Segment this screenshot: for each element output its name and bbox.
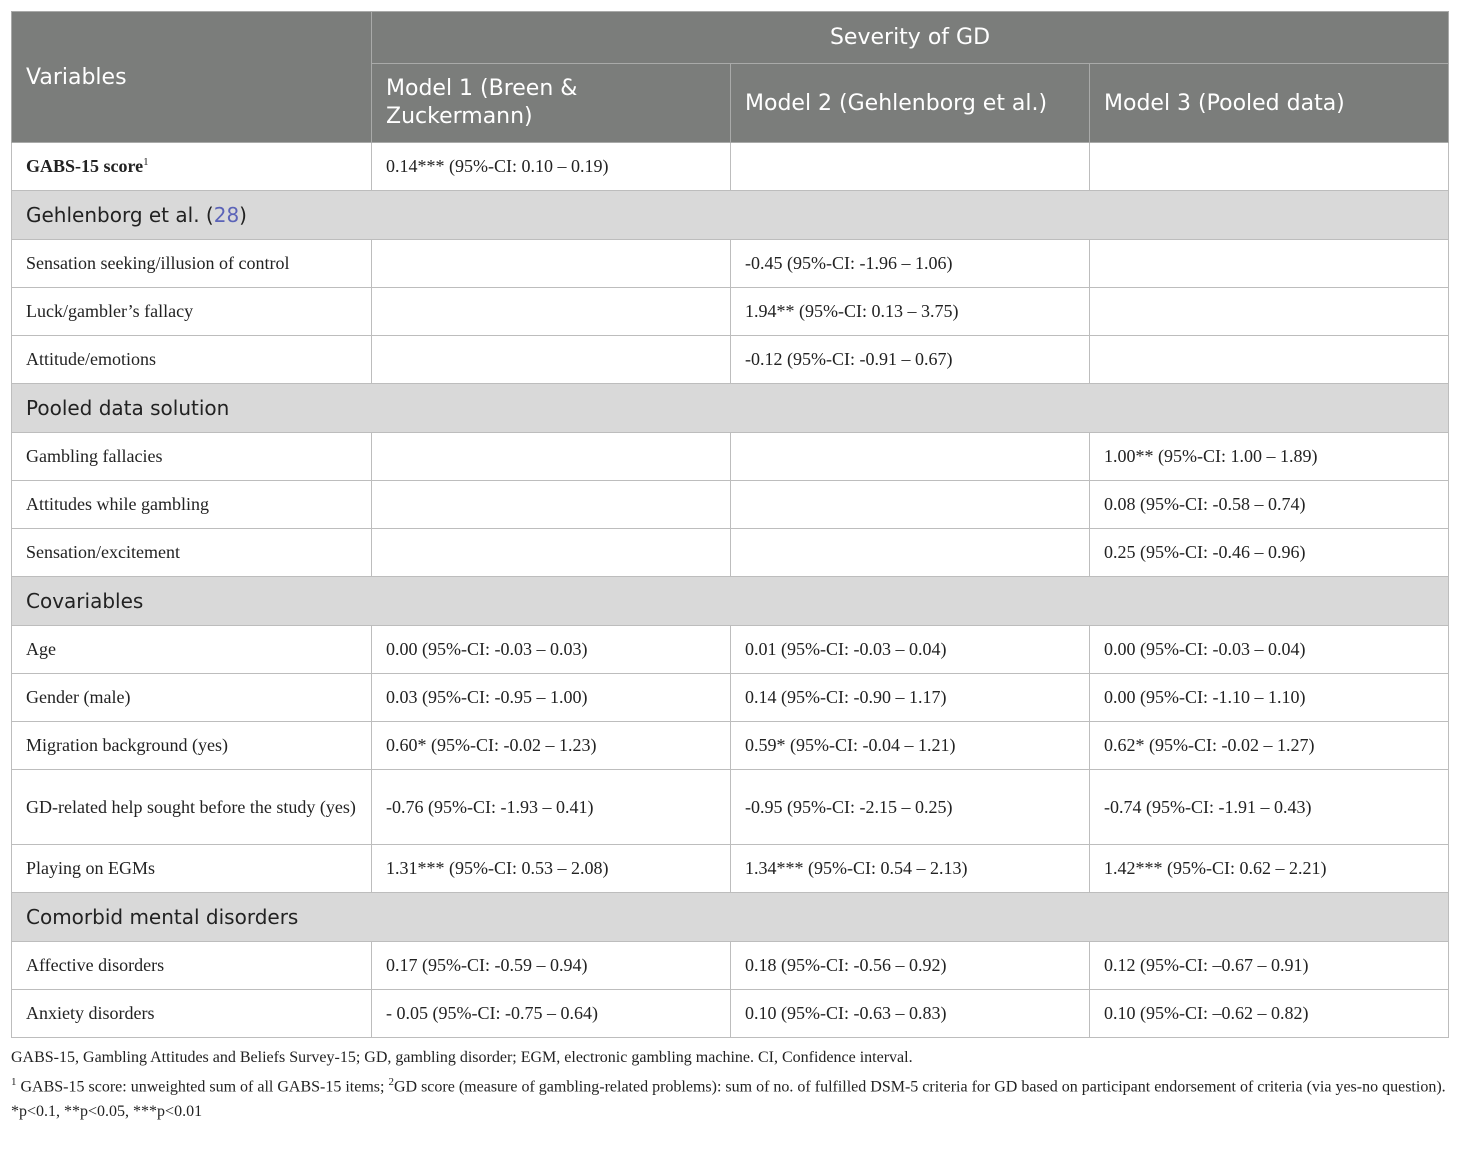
row-label: Playing on EGMs xyxy=(12,845,372,893)
section-row-comorbid xyxy=(12,893,1449,942)
cell-model-1: 1.31*** (95%-CI: 0.53 – 2.08) xyxy=(372,845,731,893)
table-row xyxy=(12,336,1449,384)
section-title: Pooled data solution xyxy=(12,384,1449,433)
cell-model-2: 0.18 (95%-CI: -0.56 – 0.92) xyxy=(731,942,1090,990)
cell-model-3: -0.74 (95%-CI: -1.91 – 0.43) xyxy=(1090,770,1449,845)
cell-model-1: 0.17 (95%-CI: -0.59 – 0.94) xyxy=(372,942,731,990)
cell-model-1: 0.14*** (95%-CI: 0.10 – 0.19) xyxy=(372,143,731,191)
table-row xyxy=(12,626,1449,674)
row-label: Anxiety disorders xyxy=(12,990,372,1038)
cell-model-1: -0.76 (95%-CI: -1.93 – 0.41) xyxy=(372,770,731,845)
section-title-close: ) xyxy=(239,203,247,227)
section-title: Covariables xyxy=(12,577,1449,626)
table-footnotes xyxy=(11,1045,1448,1124)
row-label: Affective disorders xyxy=(12,942,372,990)
cell-model-2: -0.95 (95%-CI: -2.15 – 0.25) xyxy=(731,770,1090,845)
section-row-covariables xyxy=(12,577,1449,626)
cell-model-1 xyxy=(372,240,731,288)
cell-model-2: -0.45 (95%-CI: -1.96 – 1.06) xyxy=(731,240,1090,288)
cell-model-3: 0.00 (95%-CI: -0.03 – 0.04) xyxy=(1090,626,1449,674)
cell-model-3 xyxy=(1090,336,1449,384)
cell-model-2: -0.12 (95%-CI: -0.91 – 0.67) xyxy=(731,336,1090,384)
cell-model-1: - 0.05 (95%-CI: -0.75 – 0.64) xyxy=(372,990,731,1038)
table-row xyxy=(12,722,1449,770)
cell-model-3 xyxy=(1090,240,1449,288)
cell-model-1 xyxy=(372,433,731,481)
cell-model-3: 0.00 (95%-CI: -1.10 – 1.10) xyxy=(1090,674,1449,722)
row-label: Age xyxy=(12,626,372,674)
row-label xyxy=(12,143,372,191)
table-row xyxy=(12,143,1449,191)
footnote-marker-1: 1 xyxy=(11,1076,17,1088)
cell-model-3 xyxy=(1090,288,1449,336)
gabs-label: GABS-15 score xyxy=(26,156,144,176)
regression-table xyxy=(11,11,1449,1038)
cell-model-2 xyxy=(731,143,1090,191)
row-label: Luck/gambler’s fallacy xyxy=(12,288,372,336)
cell-model-2: 0.14 (95%-CI: -0.90 – 1.17) xyxy=(731,674,1090,722)
cell-model-2: 0.10 (95%-CI: -0.63 – 0.83) xyxy=(731,990,1090,1038)
cell-model-1 xyxy=(372,481,731,529)
cell-model-2 xyxy=(731,433,1090,481)
table-row xyxy=(12,845,1449,893)
table-row xyxy=(12,529,1449,577)
cell-model-3 xyxy=(1090,143,1449,191)
footnote-marker-2: 2 xyxy=(388,1076,394,1088)
table-row xyxy=(12,240,1449,288)
cell-model-1: 0.60* (95%-CI: -0.02 – 1.23) xyxy=(372,722,731,770)
cell-model-3: 0.12 (95%-CI: –0.67 – 0.91) xyxy=(1090,942,1449,990)
footnote-abbreviations: GABS-15, Gambling Attitudes and Beliefs Survey-15; GD, gambling disorder; EGM, electronic gambling machine. CI, Confidence interval. xyxy=(11,1049,913,1066)
section-row-gehlenborg xyxy=(12,191,1449,240)
cell-model-3: 0.25 (95%-CI: -0.46 – 0.96) xyxy=(1090,529,1449,577)
table-row xyxy=(12,990,1449,1038)
table-row xyxy=(12,433,1449,481)
header-model-1: Model 1 (Breen & Zuckermann) xyxy=(372,64,731,143)
cell-model-1 xyxy=(372,336,731,384)
gabs-footnote-marker: 1 xyxy=(143,156,149,168)
footnote-2-text: GD score (measure of gambling-related problems): sum of no. of fulfilled DSM-5 criteria for GD based on participant endorsement of criteria (via yes-no question). xyxy=(393,1078,1446,1096)
cell-model-2: 1.34*** (95%-CI: 0.54 – 2.13) xyxy=(731,845,1090,893)
cell-model-3: 0.62* (95%-CI: -0.02 – 1.27) xyxy=(1090,722,1449,770)
cell-model-2: 0.01 (95%-CI: -0.03 – 0.04) xyxy=(731,626,1090,674)
row-label: Gambling fallacies xyxy=(12,433,372,481)
cell-model-1 xyxy=(372,288,731,336)
footnote-1-text: GABS-15 score: unweighted sum of all GABS-15 items; xyxy=(16,1078,389,1096)
footnote-significance: *p<0.1, **p<0.05, ***p<0.01 xyxy=(11,1103,203,1121)
cell-model-2: 0.59* (95%-CI: -0.04 – 1.21) xyxy=(731,722,1090,770)
reference-link[interactable]: 28 xyxy=(213,203,240,227)
cell-model-1: 0.00 (95%-CI: -0.03 – 0.03) xyxy=(372,626,731,674)
table-row xyxy=(12,481,1449,529)
row-label: GD-related help sought before the study (yes) xyxy=(12,770,372,845)
header-variables: Variables xyxy=(12,12,372,143)
section-title: Comorbid mental disorders xyxy=(12,893,1449,942)
cell-model-3: 0.08 (95%-CI: -0.58 – 0.74) xyxy=(1090,481,1449,529)
section-title-text: Gehlenborg et al. ( xyxy=(26,203,214,227)
table-row xyxy=(12,770,1449,845)
section-title xyxy=(12,191,1449,240)
cell-model-1: 0.03 (95%-CI: -0.95 – 1.00) xyxy=(372,674,731,722)
row-label: Attitude/emotions xyxy=(12,336,372,384)
row-label: Sensation seeking/illusion of control xyxy=(12,240,372,288)
table-row xyxy=(12,674,1449,722)
table-row xyxy=(12,288,1449,336)
header-severity-of-gd: Severity of GD xyxy=(372,12,1449,64)
row-label: Gender (male) xyxy=(12,674,372,722)
row-label: Attitudes while gambling xyxy=(12,481,372,529)
results-table-container xyxy=(11,11,1448,1038)
row-label: Sensation/excitement xyxy=(12,529,372,577)
table-row xyxy=(12,942,1449,990)
cell-model-3: 1.42*** (95%-CI: 0.62 – 2.21) xyxy=(1090,845,1449,893)
row-label: Migration background (yes) xyxy=(12,722,372,770)
section-row-pooled xyxy=(12,384,1449,433)
cell-model-2 xyxy=(731,481,1090,529)
footnote-definitions xyxy=(11,1070,1448,1099)
header-model-2: Model 2 (Gehlenborg et al.) xyxy=(731,64,1090,143)
header-model-3: Model 3 (Pooled data) xyxy=(1090,64,1449,143)
cell-model-1 xyxy=(372,529,731,577)
cell-model-3: 1.00** (95%-CI: 1.00 – 1.89) xyxy=(1090,433,1449,481)
cell-model-2 xyxy=(731,529,1090,577)
cell-model-2: 1.94** (95%-CI: 0.13 – 3.75) xyxy=(731,288,1090,336)
cell-model-3: 0.10 (95%-CI: –0.62 – 0.82) xyxy=(1090,990,1449,1038)
